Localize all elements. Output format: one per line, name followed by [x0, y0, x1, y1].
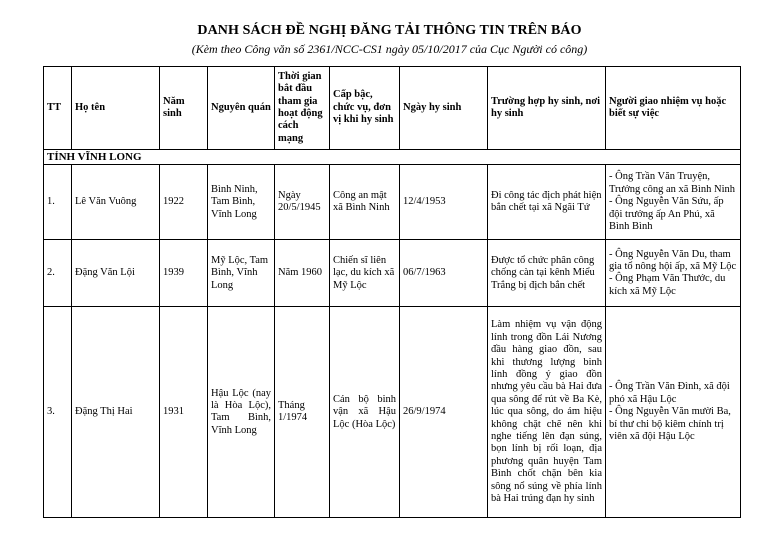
cell-circumstance: Làm nhiệm vụ vận động lính trong đồn Lái Nương đầu hàng giao đồn, sau khi thương lượng binh lính đồng ý giao đồn nhưng yêu cầu bà Hai đưa qua sông để rút về Ba Kè, lúc qua sông, do ám hiệu không chặt chẽ nên khi nghe tiếng lên đạn súng, bọn lính bị rối loạn, địa phương quân huyện Tam Bình chốt chặn bên kia sông nổ súng về phía lính bà Hai trúng đạn hy sinh	[488, 307, 606, 518]
cell-join-time: Tháng 1/1974	[275, 307, 330, 518]
witness-line: - Ông Nguyễn Văn mười Ba, bí thư chi bộ kiêm chính trị viên xã đội Hậu Lộc	[609, 406, 731, 443]
cell-death-date: 26/9/1974	[400, 307, 488, 518]
header-circumstance: Trường hợp hy sinh, nơi hy sinh	[488, 67, 606, 150]
cell-tt: 3.	[44, 307, 72, 518]
cell-name: Đặng Văn Lội	[72, 240, 160, 307]
header-name: Họ tên	[72, 67, 160, 150]
cell-witness	[606, 165, 741, 240]
table-row	[44, 240, 741, 307]
header-join-time: Thời gian bắt đầu tham gia hoạt động cách mạng	[275, 67, 330, 150]
witness-line: - Ông Trần Văn Truyện, Trưởng công an xã Bình Ninh	[609, 171, 736, 195]
cell-name: Lê Văn Vuông	[72, 165, 160, 240]
witness-line: - Ông Nguyễn Văn Sứu, ấp đội trưởng ấp An Phú, xã Bình Bình	[609, 196, 724, 233]
header-rank: Cấp bậc, chức vụ, đơn vị khi hy sinh	[330, 67, 400, 150]
cell-witness	[606, 240, 741, 307]
cell-hometown: Bình Ninh, Tam Bình, Vĩnh Long	[208, 165, 275, 240]
cell-join-time: Năm 1960	[275, 240, 330, 307]
cell-tt: 1.	[44, 165, 72, 240]
header-birth-year: Năm sinh	[160, 67, 208, 150]
province-label: TỈNH VĨNH LONG	[44, 150, 741, 165]
cell-hometown: Hậu Lộc (nay là Hòa Lộc), Tam Bình, Vĩnh Long	[208, 307, 275, 518]
cell-birth-year: 1939	[160, 240, 208, 307]
witness-line: - Ông Phạm Văn Thước, du kích xã Mỹ Lộc	[609, 273, 726, 297]
header-witness: Người giao nhiệm vụ hoặc biết sự việc	[606, 67, 741, 150]
cell-name: Đặng Thị Hai	[72, 307, 160, 518]
province-group-row	[44, 150, 741, 165]
cell-witness	[606, 307, 741, 518]
cell-tt: 2.	[44, 240, 72, 307]
header-tt: TT	[44, 67, 72, 150]
cell-circumstance: Được tổ chức phân công chống càn tại kênh Miểu Trắng bị địch bắn chết	[488, 240, 606, 307]
cell-birth-year: 1931	[160, 307, 208, 518]
cell-rank: Chiến sĩ liên lạc, du kích xã Mỹ Lộc	[330, 240, 400, 307]
header-hometown: Nguyên quán	[208, 67, 275, 150]
martyrs-table	[43, 66, 741, 518]
cell-rank: Công an mật xã Bình Ninh	[330, 165, 400, 240]
cell-circumstance: Đi công tác địch phát hiện bắn chết tại xã Ngãi Tứ	[488, 165, 606, 240]
cell-rank: Cán bộ binh vận xã Hậu Lộc (Hòa Lộc)	[330, 307, 400, 518]
document-title: DANH SÁCH ĐỀ NGHỊ ĐĂNG TẢI THÔNG TIN TRÊN BÁO	[197, 23, 582, 38]
cell-death-date: 06/7/1963	[400, 240, 488, 307]
cell-hometown: Mỹ Lộc, Tam Bình, Vĩnh Long	[208, 240, 275, 307]
witness-line: - Ông Nguyễn Văn Du, tham gia tổ nông hội ấp, xã Mỹ Lộc	[609, 248, 737, 272]
cell-death-date: 12/4/1953	[400, 165, 488, 240]
cell-birth-year: 1922	[160, 165, 208, 240]
cell-join-time: Ngày 20/5/1945	[275, 165, 330, 240]
header-row	[44, 67, 741, 150]
table-row	[44, 165, 741, 240]
table-row	[44, 307, 741, 518]
witness-line: - Ông Trần Văn Đình, xã đội phó xã Hậu Lộc	[609, 381, 730, 405]
header-death-date: Ngày hy sinh	[400, 67, 488, 150]
document-subtitle: (Kèm theo Công văn số 2361/NCC-CS1 ngày 05/10/2017 của Cục Người có công)	[191, 42, 588, 56]
